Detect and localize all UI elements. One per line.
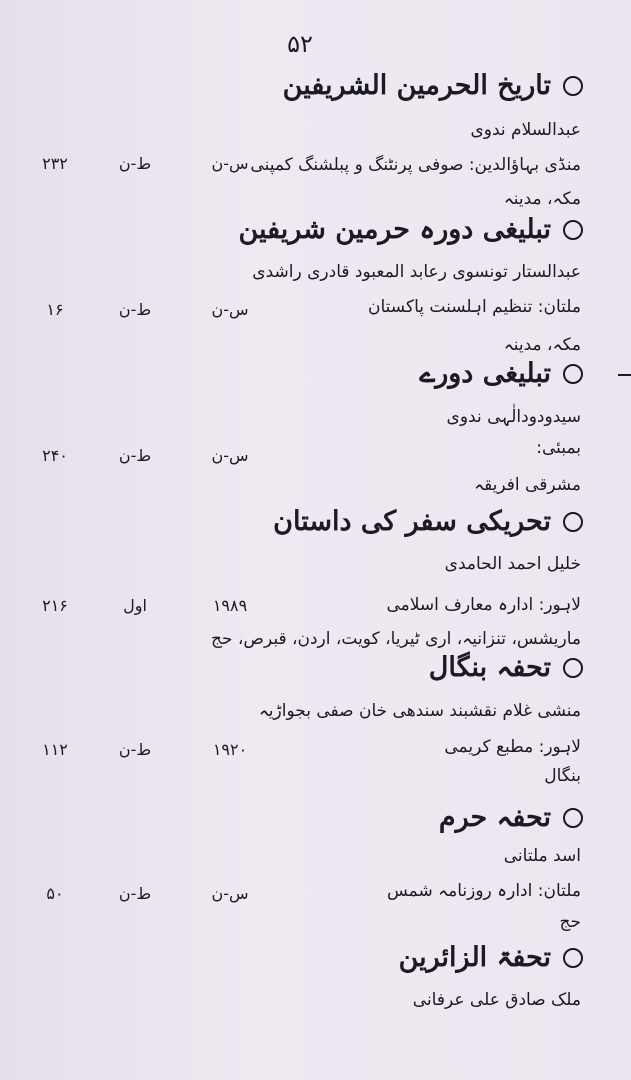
entry-author: عبدالستار تونسوی رعابد المعبود قادری راشدی — [252, 262, 581, 282]
circle-bullet-icon — [563, 364, 583, 384]
circle-bullet-icon — [563, 948, 583, 968]
entry-title-row — [283, 70, 583, 101]
entry-year: س-ن — [211, 154, 249, 173]
entry-title: تبلیغی دورہ حرمین شریفین — [238, 214, 551, 245]
entry-edition: ط-ن — [118, 740, 152, 759]
entry-publisher: بمبئی: — [536, 438, 581, 458]
entry-pages: ۲۴۰ — [42, 446, 68, 465]
entry-title: تحفہ بنگال — [428, 652, 551, 683]
entry-title: تحفہ حرم — [438, 802, 551, 833]
entry-title: تاریخ الحرمین الشریفین — [282, 70, 551, 101]
entry-pages: ۲۱۶ — [42, 596, 68, 615]
entry-edition: ط-ن — [118, 300, 152, 319]
entry-publisher: لاہور: مطبع کریمی — [444, 737, 581, 757]
entry-edition: اول — [123, 596, 147, 615]
entry-publisher: منڈی بہاؤالدین: صوفی پرنٹنگ و پبلشنگ کمپنی — [250, 155, 581, 175]
entry-title-row — [273, 506, 583, 537]
entry-pages: ۱۱۲ — [42, 740, 68, 759]
circle-bullet-icon — [563, 76, 583, 96]
entry-title: تبلیغی دورے — [419, 358, 551, 389]
entry-publisher: لاہور: ادارہ معارف اسلامی — [386, 595, 581, 615]
edge-mark — [618, 374, 631, 376]
entry-place: مشرقی افریقہ — [474, 475, 581, 495]
entry-author: اسد ملتانی — [503, 846, 581, 866]
entry-place: مکہ، مدینہ — [503, 189, 581, 209]
entry-title-row — [419, 358, 583, 389]
entry-edition: ط-ن — [118, 154, 152, 173]
entry-title-row — [439, 802, 583, 833]
entry-year: ۱۹۸۹ — [212, 596, 248, 615]
entry-pages: ۵۰ — [46, 884, 64, 903]
entry-author: منشی غلام نقشبند سندھی خان صفی بجواڑیہ — [258, 701, 581, 721]
entry-publisher: ملتان: ادارہ روزنامہ شمس — [386, 881, 581, 901]
entry-title: تحریکی سفر کی داستان — [273, 506, 551, 537]
entry-place: مکہ، مدینہ — [503, 335, 581, 355]
entry-title-row — [238, 214, 583, 245]
entry-year: س-ن — [211, 446, 249, 465]
entry-year: ۱۹۲۰ — [212, 740, 248, 759]
entry-year: س-ن — [211, 300, 249, 319]
entry-author: ملک صادق علی عرفانی — [412, 990, 581, 1010]
page-number: ۵۲ — [287, 30, 313, 58]
entry-edition: ط-ن — [118, 884, 152, 903]
entry-title-row — [429, 652, 583, 683]
entry-publisher: ملتان: تنظیم اہلسنت پاکستان — [368, 297, 581, 317]
entry-title: تحفۃ الزائرین — [398, 942, 551, 973]
circle-bullet-icon — [563, 512, 583, 532]
entry-author: خلیل احمد الحامدی — [444, 554, 581, 574]
circle-bullet-icon — [563, 658, 583, 678]
entry-edition: ط-ن — [118, 446, 152, 465]
entry-author: عبدالسلام ندوی — [470, 120, 581, 140]
entry-place: بنگال — [544, 766, 581, 786]
entry-title-row — [399, 942, 583, 973]
entry-year: س-ن — [211, 884, 249, 903]
entry-place: ماریشس، تنزانیہ، اری ٹیریا، کویت، اردن، قبرص، حج — [211, 629, 581, 649]
entry-author: سیدودودالٰہی ندوی — [446, 407, 581, 427]
entry-pages: ۱۶ — [46, 300, 64, 319]
circle-bullet-icon — [563, 808, 583, 828]
circle-bullet-icon — [563, 220, 583, 240]
entry-place: حج — [559, 912, 581, 932]
entry-pages: ۲۳۲ — [42, 154, 68, 173]
